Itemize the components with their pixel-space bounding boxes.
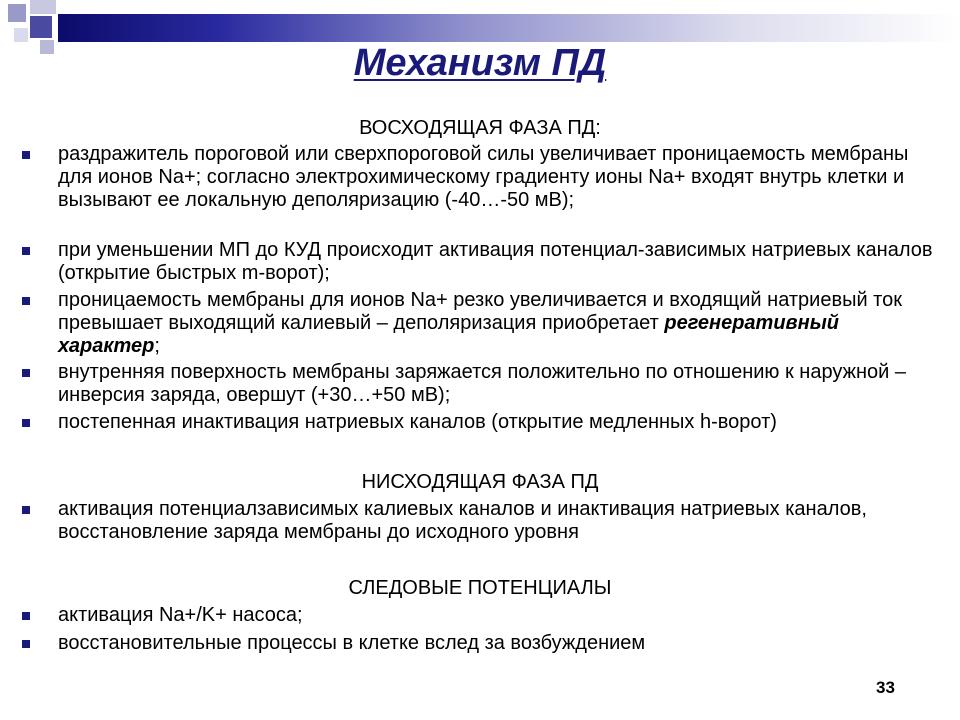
header-gradient-band (58, 14, 960, 42)
list-item (58, 289, 938, 358)
bullet-icon (22, 369, 30, 377)
list-item: восстановительные процессы в клетке вслед за возбуждением (58, 632, 646, 654)
bullet-icon (22, 506, 30, 514)
list-item: активация Na+/K+ насоса; (58, 604, 303, 626)
list-item: при уменьшении МП до КУД происходит активация потенциал-зависимых натриевых каналов (открытие быстрых m-ворот); (58, 239, 933, 284)
page-title (0, 42, 960, 85)
list-item: активация потенциалзависимых калиевых каналов и инактивация натриевых каналов, восстановление заряда мембраны до исходного уровня (58, 498, 867, 543)
section-heading-falling-phase: НИСХОДЯЩАЯ ФАЗА ПД (361, 471, 599, 493)
section-heading-rising-phase: ВОСХОДЯЩАЯ ФАЗА ПД: (359, 117, 601, 139)
list-item: постепенная инактивация натриевых каналов (открытие медленных h-ворот) (58, 411, 777, 433)
bullet-icon (22, 612, 30, 620)
emphasis-text: регенеративный характер (58, 312, 839, 357)
list-item-text: ; (154, 335, 160, 357)
bullet-icon (22, 151, 30, 159)
list-item: раздражитель пороговой или сверхпороговой силы увеличивает проницаемость мембраны для ионов Na+; согласно электрохимическому градиенту ионы Na+ входят внутрь клетки и вызывают ее локальную деполяризацию (-40…-50 мВ); (58, 143, 909, 211)
bullet-icon (22, 640, 30, 648)
deco-square (30, 0, 56, 14)
title-text: Механизм ПД (353, 42, 607, 84)
deco-square (8, 4, 26, 22)
list-item-text: проницаемость мембраны для ионов Na+ резко увеличивается и входящий натриевый ток превышает выходящий калиевый – деполяризация приобретает (58, 289, 902, 334)
bullet-icon (22, 419, 30, 427)
bullet-icon (22, 247, 30, 255)
page-number: 33 (876, 678, 895, 697)
deco-square (14, 28, 28, 42)
bullet-icon (22, 297, 30, 305)
list-item: внутренняя поверхность мембраны заряжается положительно по отношению к наружной – инверсия заряда, овершут (+30…+50 мВ); (58, 361, 906, 406)
deco-square (30, 16, 52, 38)
section-heading-trace-potentials: СЛЕДОВЫЕ ПОТЕНЦИАЛЫ (348, 577, 612, 599)
